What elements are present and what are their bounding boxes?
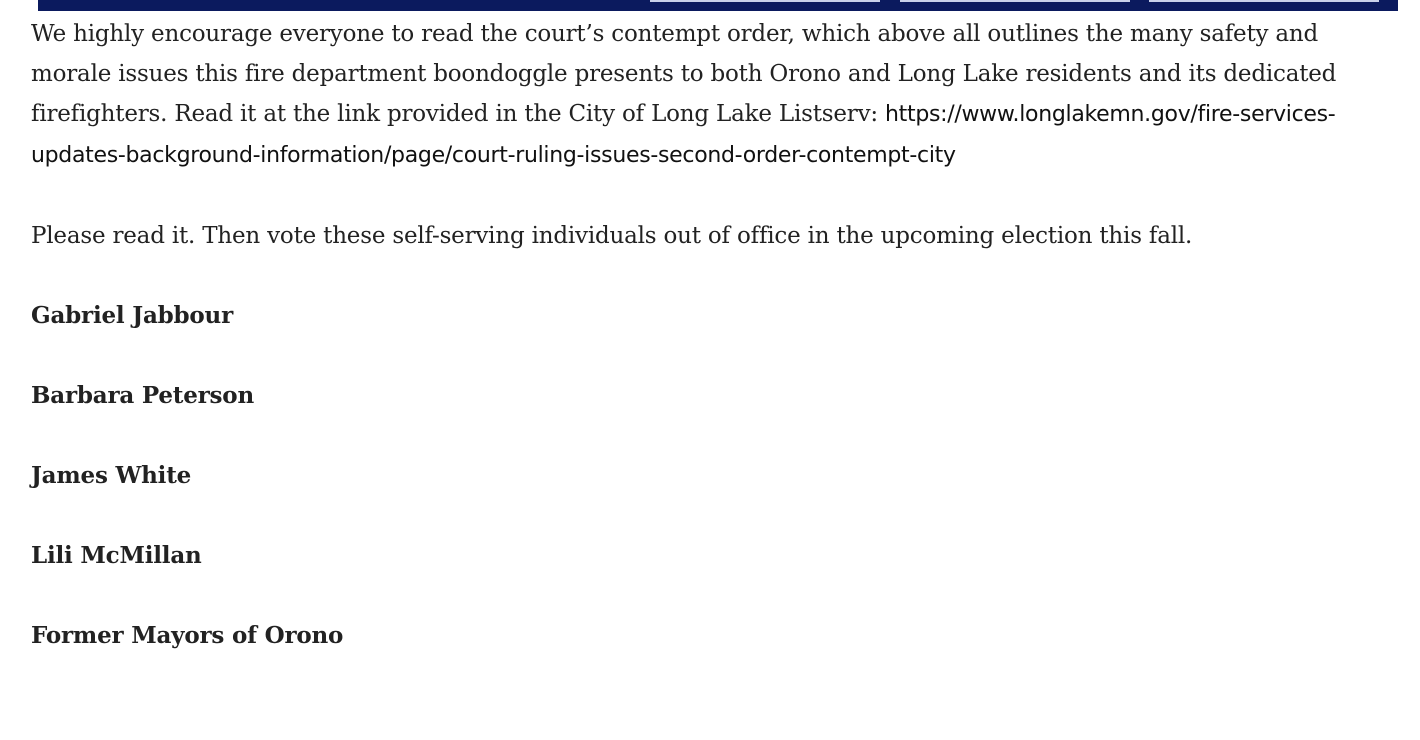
paragraph-contempt-order — [31, 14, 1391, 176]
top-banner — [38, 0, 1398, 11]
spacer — [31, 336, 1391, 376]
banner-tab[interactable] — [900, 0, 1130, 2]
signer-name: Gabriel Jabbour — [31, 302, 233, 329]
spacer — [31, 256, 1391, 296]
banner-tab[interactable] — [650, 0, 880, 2]
signer-name: Barbara Peterson — [31, 382, 254, 409]
article-body — [31, 14, 1391, 656]
paragraph-vote: Please read it. Then vote these self-serving individuals out of office in the upcoming election this fall. — [31, 223, 1193, 249]
signer-name: Lili McMillan — [31, 542, 202, 569]
spacer — [31, 576, 1391, 616]
spacer — [31, 176, 1391, 216]
banner-tab[interactable] — [1149, 0, 1379, 2]
paragraph-text: We highly encourage everyone to read the court’s contempt order, which above all outlines the many safety and morale issues this fire department boondoggle presents to both Orono and Long Lake residents and its dedicated firefighters. Read it at the link provided in the City of Long Lake Listserv: — [31, 21, 1337, 127]
spacer — [31, 416, 1391, 456]
spacer — [31, 496, 1391, 536]
signer-name: James White — [31, 462, 192, 489]
listserv-link[interactable]: https://www.longlakemn.gov/fire-services-updates-background-information/page/court-ruling-issues-second-order-contempt-city — [31, 102, 1336, 168]
signature-title: Former Mayors of Orono — [31, 622, 344, 649]
